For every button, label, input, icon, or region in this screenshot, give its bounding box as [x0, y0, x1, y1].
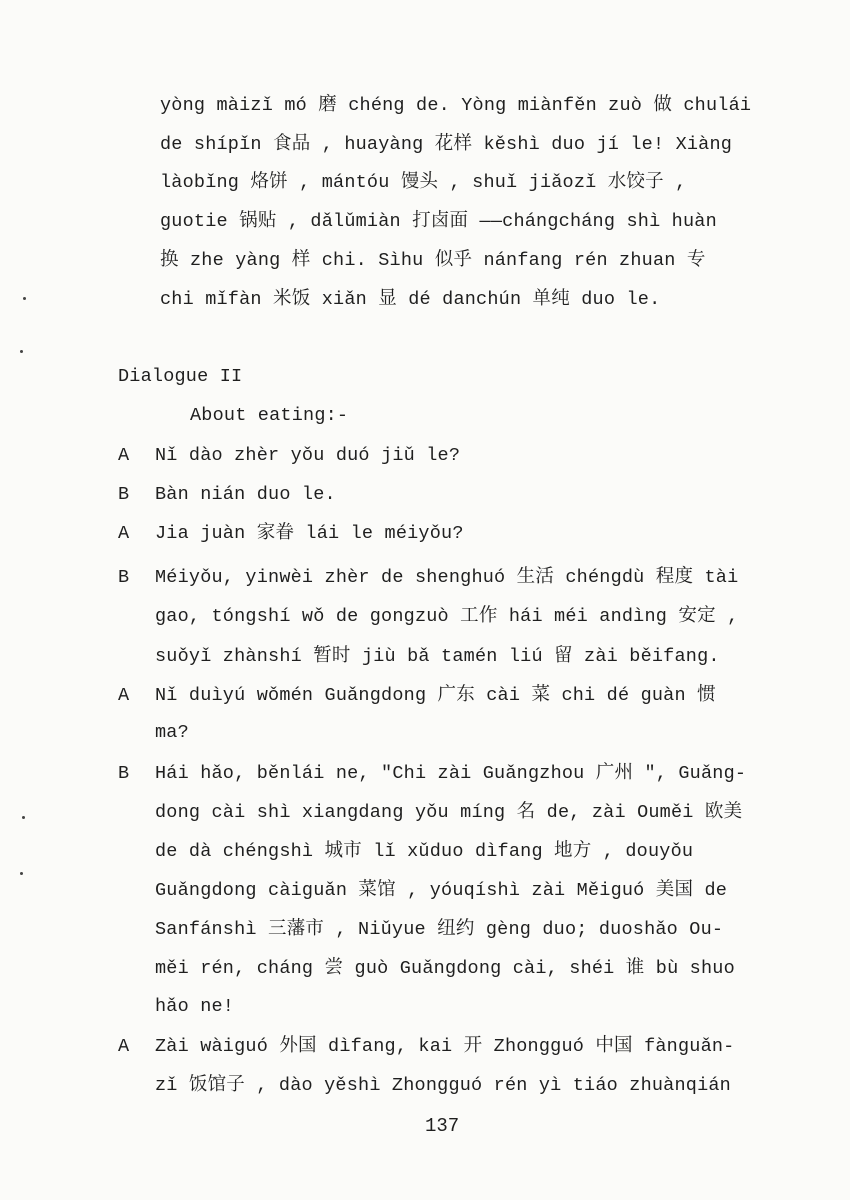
narrative-line: de shípǐn 食品 , huayàng 花样 kěshì duo jí le! Xiàng: [160, 134, 733, 155]
speaker-label: A: [118, 685, 130, 706]
speaker-label: A: [118, 445, 130, 466]
dialogue-line: měi rén, cháng 尝 guò Guǎngdong cài, shéi 谁 bù shuo: [155, 958, 735, 979]
dialogue-line: ma?: [155, 722, 189, 743]
dialogue-line: Zài wàiguó 外国 dìfang, kai 开 Zhongguó 中国 fànguǎn-: [155, 1036, 735, 1057]
dialogue-line: Nǐ dào zhèr yǒu duó jiǔ le?: [155, 445, 461, 466]
dialogue-line: Hái hǎo, běnlái ne, "Chi zài Guǎngzhou 广州 ", Guǎng-: [155, 763, 747, 784]
dialogue-line: suǒyǐ zhànshí 暂时 jiù bǎ tamén liú 留 zài běifang.: [155, 646, 720, 667]
scan-speck: [23, 297, 26, 300]
speaker-label: B: [118, 567, 130, 588]
page-number: 137: [425, 1115, 460, 1137]
narrative-line: làobǐng 烙饼 , mántóu 馒头 , shuǐ jiǎozǐ 水饺子 ,: [160, 172, 687, 193]
speaker-label: B: [118, 763, 130, 784]
dialogue-topic: About eating:-: [190, 405, 349, 426]
dialogue-line: Méiyǒu, yinwèi zhèr de shenghuó 生活 chéngdù 程度 tài: [155, 567, 739, 588]
dialogue-line: Nǐ duìyú wǒmén Guǎngdong 广东 cài 菜 chi dé guàn 惯: [155, 685, 716, 706]
dialogue-line: de dà chéngshì 城市 lǐ xǔduo dìfang 地方 , douyǒu: [155, 841, 694, 862]
speaker-label: A: [118, 1036, 130, 1057]
dialogue-line: dong cài shì xiangdang yǒu míng 名 de, zài Ouměi 欧美: [155, 802, 743, 823]
scan-speck: [20, 872, 23, 875]
speaker-label: B: [118, 484, 130, 505]
dialogue-line: gao, tóngshí wǒ de gongzuò 工作 hái méi andìng 安定 ,: [155, 606, 739, 627]
narrative-line: yòng màizǐ mó 磨 chéng de. Yòng miànfěn zuò 做 chulái: [160, 95, 752, 116]
dialogue-line: Guǎngdong càiguǎn 菜馆 , yóuqíshì zài Měiguó 美国 de: [155, 880, 728, 901]
dialogue-line: Sanfánshì 三藩市 , Niǔyue 纽约 gèng duo; duoshǎo Ou-: [155, 919, 724, 940]
scan-speck: [20, 350, 23, 353]
scan-speck: [22, 816, 25, 819]
dialogue-heading: Dialogue II: [118, 366, 243, 387]
narrative-line: 换 zhe yàng 样 chi. Sìhu 似乎 nánfang rén zhuan 专: [160, 250, 706, 271]
dialogue-line: Jia juàn 家眷 lái le méiyǒu?: [155, 523, 464, 544]
dialogue-line: hǎo ne!: [155, 996, 235, 1017]
speaker-label: A: [118, 523, 130, 544]
narrative-line: chi mǐfàn 米饭 xiǎn 显 dé danchún 单纯 duo le.: [160, 289, 661, 310]
dialogue-line: zǐ 饭馆子 , dào yěshì Zhongguó rén yì tiáo zhuànqián: [155, 1075, 731, 1096]
narrative-line: guotie 锅贴 , dǎlǔmiàn 打卤面 ——chángcháng shì huàn: [160, 211, 717, 232]
dialogue-line: Bàn nián duo le.: [155, 484, 336, 505]
